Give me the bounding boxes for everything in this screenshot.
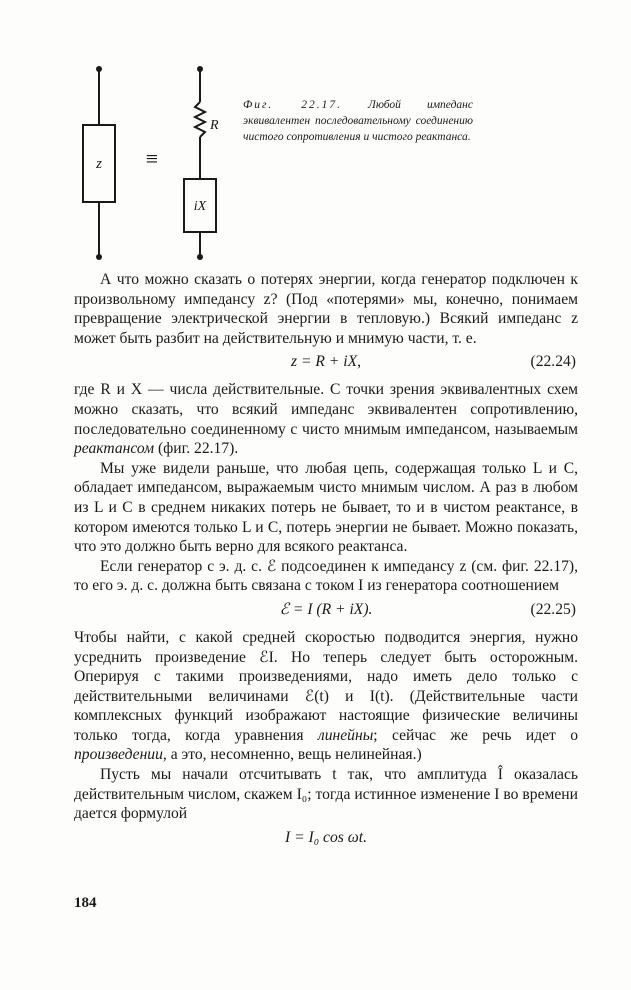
equation-22-24 bbox=[74, 352, 578, 376]
paragraph-2-text-b: (фиг. 22.17). bbox=[154, 440, 239, 458]
resistor-zigzag bbox=[195, 102, 205, 137]
equation-22-24-number: (22.24) bbox=[530, 353, 576, 371]
caption-figure-number: Фиг. 22.17. bbox=[243, 99, 342, 111]
impedance-figure bbox=[70, 62, 260, 272]
figure-caption bbox=[243, 97, 473, 145]
paragraph-5-text-b: ; сейчас же речь идет о bbox=[373, 726, 579, 744]
paragraph-1: А что можно сказать о потерях энергии, когда генератор подключен к произвольному импедансу z? (Под «потерями» мы, конечно, понимаем превращение электрической энергии в тепловую.) Всякий импеданс z может быть разбит на действительную и мнимую части, т. е. bbox=[74, 271, 578, 347]
paragraph-5 bbox=[74, 628, 578, 765]
paragraph-5-text-c: , а это, несомненно, вещь нелинейная.) bbox=[162, 746, 422, 764]
equation-22-25-expression: ℰ = I (R + iX). bbox=[279, 600, 373, 618]
circuit-diagram bbox=[70, 62, 260, 272]
caption-text: Любой импеданс эквивалентен последовательному соединению чистого сопротивления и чистого реактанса. bbox=[243, 99, 473, 143]
paragraph-5-emphasis-linear: линейны bbox=[317, 726, 374, 744]
resistor-label: R bbox=[210, 118, 219, 133]
paragraph-2-emphasis: реактансом bbox=[74, 440, 155, 458]
paragraph-2 bbox=[74, 380, 578, 458]
paragraph-2-text-a: где R и X — числа действительные. С точки зрения эквивалентных схем можно сказать, что всякий импеданс эквивалентен сопротивлению, последовательно соединенному с чисто мнимым импедансом, называемым bbox=[74, 381, 578, 438]
equation-22-25 bbox=[74, 600, 578, 624]
main-text bbox=[74, 270, 578, 851]
impedance-label: z bbox=[96, 156, 102, 172]
paragraph-4: Если генератор с э. д. с. ℰ подсоединен к импедансу z (см. фиг. 22.17), то его э. д. с. должна быть связана с током I из генератора соотношением bbox=[74, 557, 578, 595]
page-number: 184 bbox=[74, 895, 97, 911]
equation-22-24-expression: z = R + iX, bbox=[291, 353, 361, 371]
paragraph-6: Пусть мы начали отсчитывать t так, что амплитуда Î оказалась действительным числом, скажем I₀; тогда истинное изменение I во времени дается формулой bbox=[74, 766, 578, 823]
terminal-dot-bottom-right bbox=[197, 254, 203, 260]
paragraph-3: Мы уже видели раньше, что любая цепь, содержащая только L и C, обладает импедансом, выражаемым чисто мнимым числом. А раз в любом из L и C в среднем никаких потерь не бывает, то и в чистом реактансе, в котором имеются только L и C, потерь энергии не бывает. Можно показать, что это должно быть верно для всякого реактанса. bbox=[74, 459, 578, 556]
equation-current-time: I = I₀ cos ωt. bbox=[285, 828, 367, 846]
paragraph-5-emphasis-product: произведении bbox=[74, 746, 163, 764]
terminal-dot-bottom-left bbox=[96, 254, 102, 260]
reactance-label: iX bbox=[193, 199, 207, 214]
paragraph-5-text-a: Чтобы найти, с какой средней скоростью подводится энергия, нужно усреднить произведение ℰI. Но теперь следует быть осторожным. Оперируя с такими произведениями, надо иметь дело только с действительными величинами ℰ(t) и I(t). (Действительные части комплексных функций изображают настоящие физические величины только тогда, когда уравнения bbox=[74, 628, 578, 744]
equation-22-25-number: (22.25) bbox=[530, 600, 576, 618]
equivalence-symbol: ≡ bbox=[145, 146, 159, 171]
